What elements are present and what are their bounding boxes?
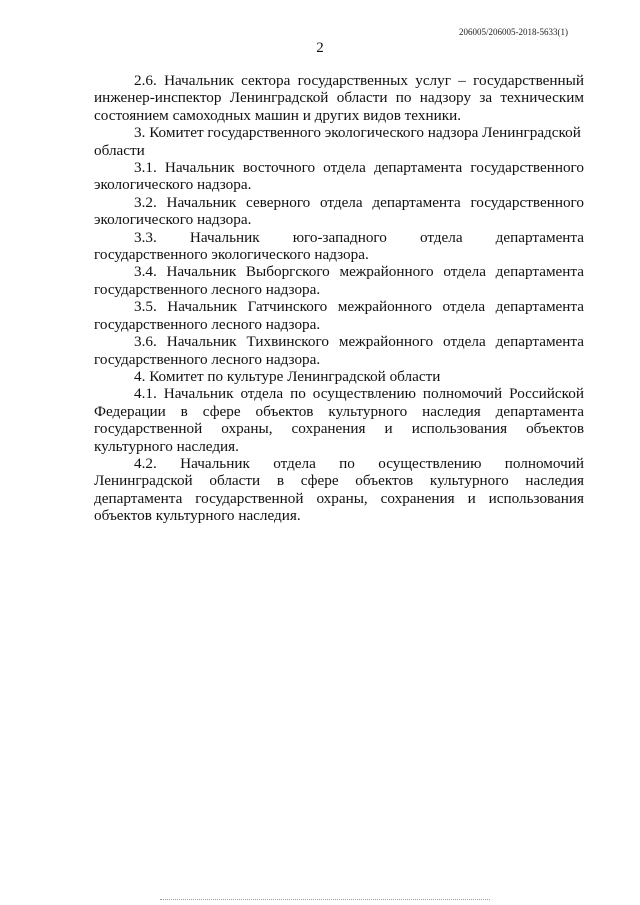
paragraph-3-2: 3.2. Начальник северного отдела департамента государственного экологического надзора.	[94, 193, 584, 229]
paragraph-3-3: 3.3. Начальник юго-западного отдела департамента государственного экологического надзора.	[94, 228, 584, 264]
paragraph-3-1: 3.1. Начальник восточного отдела департамента государственного экологического надзора.	[94, 159, 584, 194]
document-id: 206005/206005-2018-5633(1)	[459, 27, 568, 37]
paragraph-4-1: 4.1. Начальник отдела по осуществлению полномочий Российской Федерации в сфере объектов культурного наследия департамента государственной охраны, сохранения и использования объектов культурного наследия.	[94, 385, 584, 455]
paragraph-3-5: 3.5. Начальник Гатчинского межрайонного отдела департамента государственного лесного надзора.	[94, 298, 584, 333]
section-heading-3: 3. Комитет государственного экологического надзора Ленинградской области	[94, 124, 581, 159]
paragraph-2-6: 2.6. Начальник сектора государственных услуг – государственный инженер-инспектор Ленинградской области по надзору за техническим состоянием самоходных машин и других видов техники.	[94, 72, 584, 124]
document-body	[94, 72, 584, 525]
paragraph-3-6: 3.6. Начальник Тихвинского межрайонного отдела департамента государственного лесного надзора.	[94, 333, 584, 368]
page-number: 2	[316, 40, 324, 56]
paragraph-3-4: 3.4. Начальник Выборгского межрайонного отдела департамента государственного лесного надзора.	[94, 263, 584, 298]
section-heading-4: 4. Комитет по культуре Ленинградской области	[134, 367, 441, 385]
paragraph-4-2: 4.2. Начальник отдела по осуществлению полномочий Ленинградской области в сфере объектов культурного наследия департамента государственной охраны, сохранения и использования объектов культурного наследия.	[94, 454, 584, 525]
footer-divider	[160, 899, 490, 900]
